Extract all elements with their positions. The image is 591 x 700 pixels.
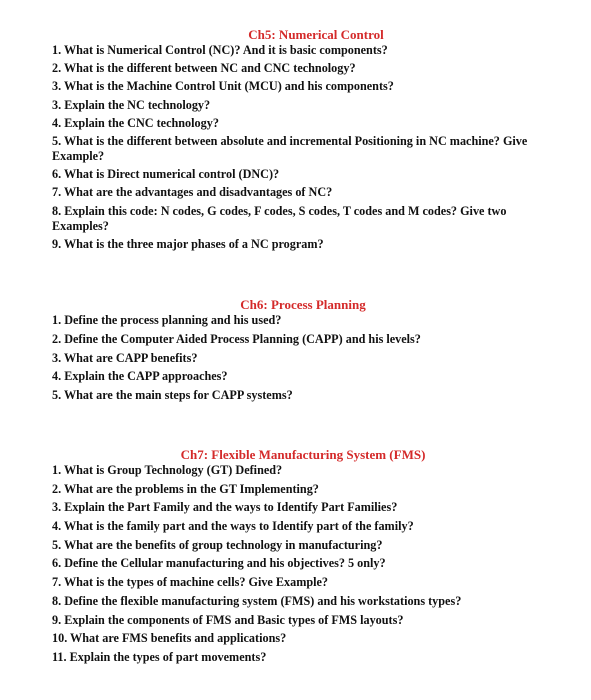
question-item: 1. What is Numerical Control (NC)? And it is basic components? (52, 43, 388, 57)
question-item: 9. Explain the components of FMS and Basic types of FMS layouts? (52, 612, 404, 627)
question-list-ch7 (52, 463, 552, 665)
section-ch5 (52, 27, 552, 255)
question-item: 2. What is the different between NC and CNC technology? (52, 61, 356, 76)
section-title-ch6: Ch6: Process Planning (240, 297, 366, 312)
question-item: 2. What are the problems in the GT Implementing? (52, 481, 319, 496)
question-item: 3. What is the Machine Control Unit (MCU) and his components? (52, 79, 394, 94)
question-list-ch5 (52, 43, 552, 252)
question-list-ch6 (52, 313, 552, 403)
question-item: 6. Define the Cellular manufacturing and his objectives? 5 only? (52, 556, 386, 571)
question-item: 3. Explain the Part Family and the ways to Identify Part Families? (52, 500, 398, 515)
question-item: 1. What is Group Technology (GT) Defined? (52, 463, 283, 477)
question-item: 1. Define the process planning and his used? (52, 313, 282, 327)
question-item: 9. What is the three major phases of a NC program? (52, 236, 324, 251)
section-title-ch7: Ch7: Flexible Manufacturing System (FMS) (180, 447, 426, 462)
question-item: 4. What is the family part and the ways to Identify part of the family? (52, 519, 414, 534)
question-item: 3. What are CAPP benefits? (52, 350, 198, 365)
question-item: 8. Define the flexible manufacturing system (FMS) and his workstations types? (52, 593, 462, 608)
question-item: 5. What is the different between absolute and incremental Positioning in NC machine? Give Example? (52, 133, 528, 163)
section-ch7 (52, 447, 552, 669)
question-item: 11. Explain the types of part movements? (52, 649, 267, 664)
section-title-ch5: Ch5: Numerical Control (248, 27, 384, 42)
question-item: 5. What are the main steps for CAPP systems? (52, 388, 293, 403)
question-item: 4. Explain the CNC technology? (52, 115, 219, 130)
question-item: 5. What are the benefits of group technology in manufacturing? (52, 537, 383, 552)
question-item: 4. Explain the CAPP approaches? (52, 369, 228, 384)
question-item: 2. Define the Computer Aided Process Planning (CAPP) and his levels? (52, 331, 421, 346)
question-item: 6. What is Direct numerical control (DNC)? (52, 167, 280, 182)
question-item: 7. What is the types of machine cells? Give Example? (52, 575, 329, 590)
section-ch6 (52, 297, 552, 407)
question-item: 3. Explain the NC technology? (52, 97, 211, 112)
question-item: 8. Explain this code: N codes, G codes, F codes, S codes, T codes and M codes? Give two Examples? (52, 203, 507, 233)
question-item: 10. What are FMS benefits and applications? (52, 631, 287, 646)
question-item: 7. What are the advantages and disadvantages of NC? (52, 185, 333, 200)
